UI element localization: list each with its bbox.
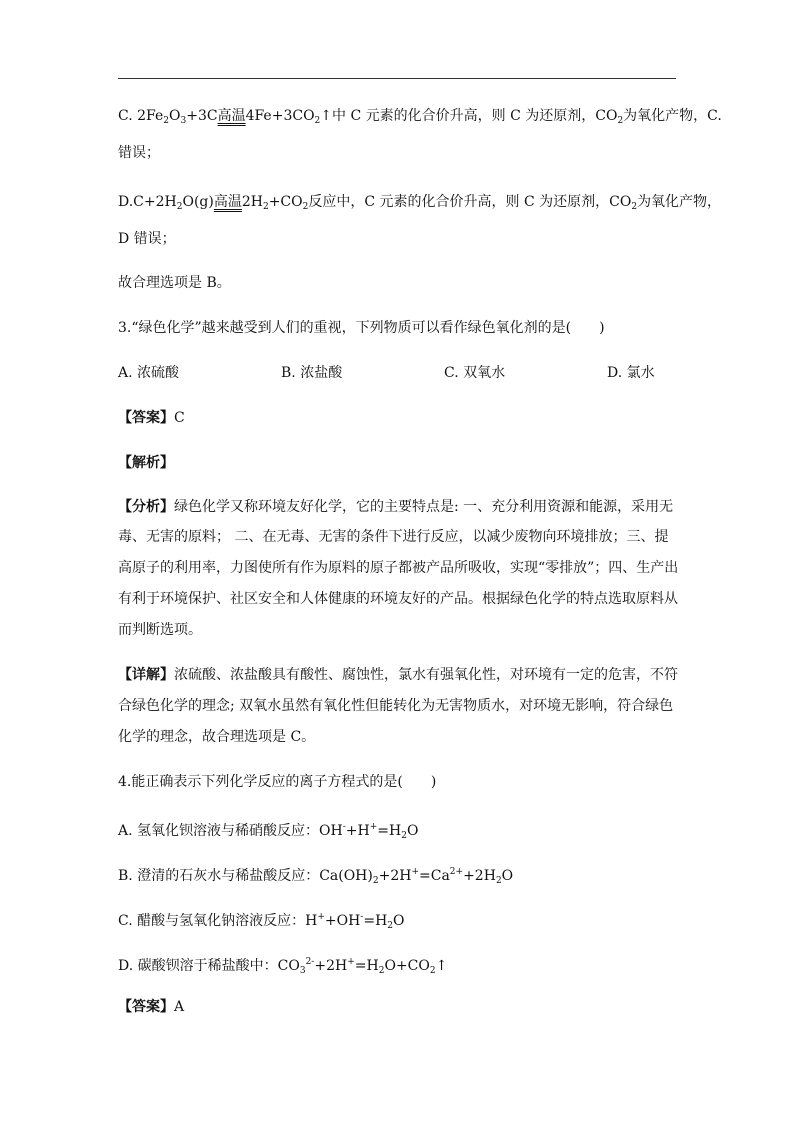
question-3-option-a: A. 浓硫酸 (118, 365, 180, 381)
fenxi-label: 【分析】 (118, 499, 174, 515)
question-3-analysis-label: 【解析】 (118, 455, 174, 471)
question-3-stem: 3.“绿色化学”越来越受到人们的重视，下列物质可以看作绿色氧化剂的是( ) (118, 320, 605, 336)
question-3-detail-line3: 化学的理念，故合理选项是 C。 (118, 729, 316, 745)
question-3-fenxi-line4: 有利于环境保护、社区安全和人体健康的环境友好的产品。根据绿色化学的特点选取原料从 (118, 591, 678, 607)
question-3-option-c: C. 双氧水 (444, 365, 506, 381)
question-3-detail-line1: 【详解】浓硫酸、浓盐酸具有酸性、腐蚀性，氯水有强氧化性，对环境有一定的危害，不符 (118, 667, 678, 683)
detail-label: 【详解】 (118, 667, 174, 683)
question-4-option-c: C. 醋酸与氢氧化钠溶液反应：$H^++OH^-=H_2O$ (118, 912, 405, 931)
question-3-fenxi-line3: 高原子的利用率，力图使所有作为原料的原子都被产品所吸收，实现“零排放”；四、生产出 (118, 560, 679, 576)
question-4-option-d: D. 碳酸钡溶于稀盐酸中：$CO_3^{2-}+2H^+=H_2O+CO_2↑$ (118, 957, 448, 976)
answer-label: 【答案】 (118, 410, 174, 426)
question-3-option-b: B. 浓盐酸 (281, 365, 343, 381)
question-3-fenxi-line2: 毒、无害的原料； 二、在无毒、无害的条件下进行反应，以减少废物向环境排放；三、提 (118, 529, 669, 545)
option-d-explanation-line2: D 错误； (118, 231, 176, 247)
option-d-explanation-line1: $D.C+2H_2O(g)$高温$2H_2+CO_2$反应中，C 元素的化合价升高，则 C 为还原剂，$CO_2$为氧化产物， (118, 194, 722, 212)
question-4-option-b: B. 澄清的石灰水与稀盐酸反应：$Ca(OH)_2+2H^+=Ca^{2+}+2H_2O$ (118, 867, 514, 886)
conclusion-text: 故合理选项是 B。 (118, 275, 231, 291)
question-3-detail-line2: 合绿色化学的理念; 双氧水虽然有氧化性但能转化为无害物质水，对环境无影响，符合绿色 (118, 698, 674, 714)
question-3-option-d: D. 氯水 (607, 365, 655, 381)
reaction-condition: 高温 (213, 194, 242, 210)
option-c-explanation-line2: 错误； (118, 145, 160, 161)
question-3-answer: 【答案】C (118, 410, 185, 426)
question-4-option-a: A. 氢氧化钡溶液与稀硝酸反应：$OH^-+H^+=H_2O$ (118, 822, 419, 841)
question-3-fenxi-line1: 【分析】绿色化学又称环境友好化学，它的主要特点是: 一、充分利用资源和能源，采用无 (118, 499, 674, 515)
header-rule (118, 78, 676, 79)
question-3-fenxi-line5: 而判断选项。 (118, 622, 202, 638)
question-4-stem: 4.能正确表示下列化学反应的离子方程式的是( ) (118, 774, 437, 790)
option-c-explanation-line1: C. $2Fe_2O_3+3C$高温$4Fe+3CO_2↑$中 C 元素的化合价升高，则 C 为还原剂，$CO_2$为氧化产物，C. (118, 108, 722, 126)
question-4-answer: 【答案】A (118, 999, 185, 1015)
reaction-condition: 高温 (217, 108, 246, 124)
answer-label: 【答案】 (118, 999, 174, 1015)
